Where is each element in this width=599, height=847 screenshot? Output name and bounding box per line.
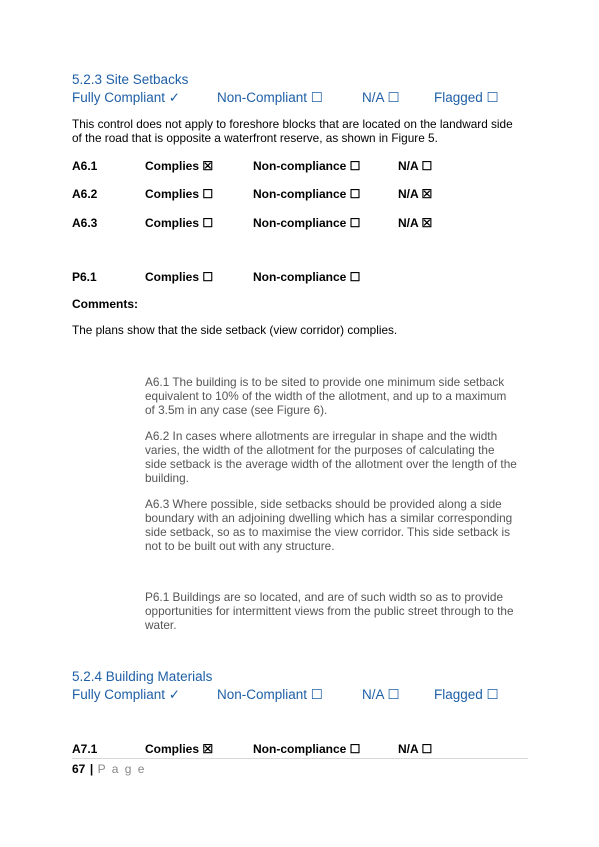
- control-p61-line: opportunities for intermittent views from the public street through to the: [145, 604, 514, 618]
- section-title-building-materials: 5.2.4 Building Materials: [72, 669, 213, 684]
- comment-text: The plans show that the side setback (view corridor) complies.: [72, 323, 398, 337]
- status-non-compliant-2[interactable]: Non-Compliant ☐: [217, 687, 323, 702]
- row-code-a71: A7.1: [72, 742, 98, 756]
- intro-line-1: This control does not apply to foreshore blocks that are located on the landward side: [72, 117, 513, 131]
- row-complies-p61[interactable]: Complies ☐: [145, 270, 214, 284]
- control-a63-line: side setback, so as to maximise the view corridor. This side setback is: [145, 525, 510, 539]
- comments-label: Comments:: [72, 297, 139, 311]
- status-fully-compliant[interactable]: Fully Compliant ✓: [72, 90, 181, 105]
- control-p61-line: water.: [145, 618, 177, 632]
- status-na[interactable]: N/A ☐: [362, 90, 400, 105]
- row-code-p61: P6.1: [72, 270, 97, 284]
- status-fully-compliant-2[interactable]: Fully Compliant ✓: [72, 687, 181, 702]
- control-p61: [145, 590, 514, 632]
- row-non-a71[interactable]: Non-compliance ☐: [253, 742, 361, 756]
- row-complies-a61[interactable]: Complies ☒: [145, 159, 214, 173]
- control-a62-line: varies, the width of the allotment for the purposes of calculating the: [145, 443, 495, 457]
- row-complies-a63[interactable]: Complies ☐: [145, 216, 214, 230]
- row-na-a71[interactable]: N/A ☐: [398, 742, 433, 756]
- control-a63: [145, 497, 512, 553]
- row-non-a62[interactable]: Non-compliance ☐: [253, 187, 361, 201]
- row-code-a61: A6.1: [72, 159, 98, 173]
- page-number: 67: [72, 762, 86, 776]
- intro-line-2: of the road that is opposite a waterfront reserve, as shown in Figure 5.: [72, 131, 438, 145]
- row-non-a61[interactable]: Non-compliance ☐: [253, 159, 361, 173]
- control-a63-line: boundary with an adjoining dwelling which has a similar corresponding: [145, 511, 513, 525]
- row-na-a63[interactable]: N/A ☒: [398, 216, 433, 230]
- control-p61-line: P6.1 Buildings are so located, and are of such width so as to provide: [145, 590, 504, 604]
- row-code-a63: A6.3: [72, 216, 98, 230]
- control-a62: [145, 429, 517, 485]
- row-non-p61[interactable]: Non-compliance ☐: [253, 270, 361, 284]
- status-flagged[interactable]: Flagged ☐: [434, 90, 499, 105]
- control-a62-line: side setback is the average width of the allotment over the length of the: [145, 457, 517, 471]
- footer-separator: |: [89, 762, 94, 776]
- control-a61-line: of 3.5m in any case (see Figure 6).: [145, 403, 328, 417]
- control-a62-line: A6.2 In cases where allotments are irregular in shape and the width: [145, 429, 498, 443]
- footer-rule: [72, 758, 528, 759]
- control-a61-line: A6.1 The building is to be sited to provide one minimum side setback: [145, 375, 505, 389]
- row-na-a61[interactable]: N/A ☐: [398, 159, 433, 173]
- row-complies-a71[interactable]: Complies ☒: [145, 742, 214, 756]
- row-non-a63[interactable]: Non-compliance ☐: [253, 216, 361, 230]
- status-na-2[interactable]: N/A ☐: [362, 687, 400, 702]
- control-a61: [145, 375, 506, 417]
- status-non-compliant[interactable]: Non-Compliant ☐: [217, 90, 323, 105]
- control-a61-line: equivalent to 10% of the width of the allotment, and up to a maximum: [145, 389, 507, 403]
- row-code-a62: A6.2: [72, 187, 98, 201]
- control-a63-line: A6.3 Where possible, side setbacks should be provided along a side: [145, 497, 502, 511]
- control-a63-line: not to be built out with any structure.: [145, 539, 335, 553]
- footer: [72, 760, 146, 778]
- row-na-a62[interactable]: N/A ☒: [398, 187, 433, 201]
- section-title-site-setbacks: 5.2.3 Site Setbacks: [72, 72, 189, 87]
- control-a62-line: building.: [145, 471, 189, 485]
- row-complies-a62[interactable]: Complies ☐: [145, 187, 214, 201]
- page-label: P a g e: [97, 762, 146, 776]
- status-flagged-2[interactable]: Flagged ☐: [434, 687, 499, 702]
